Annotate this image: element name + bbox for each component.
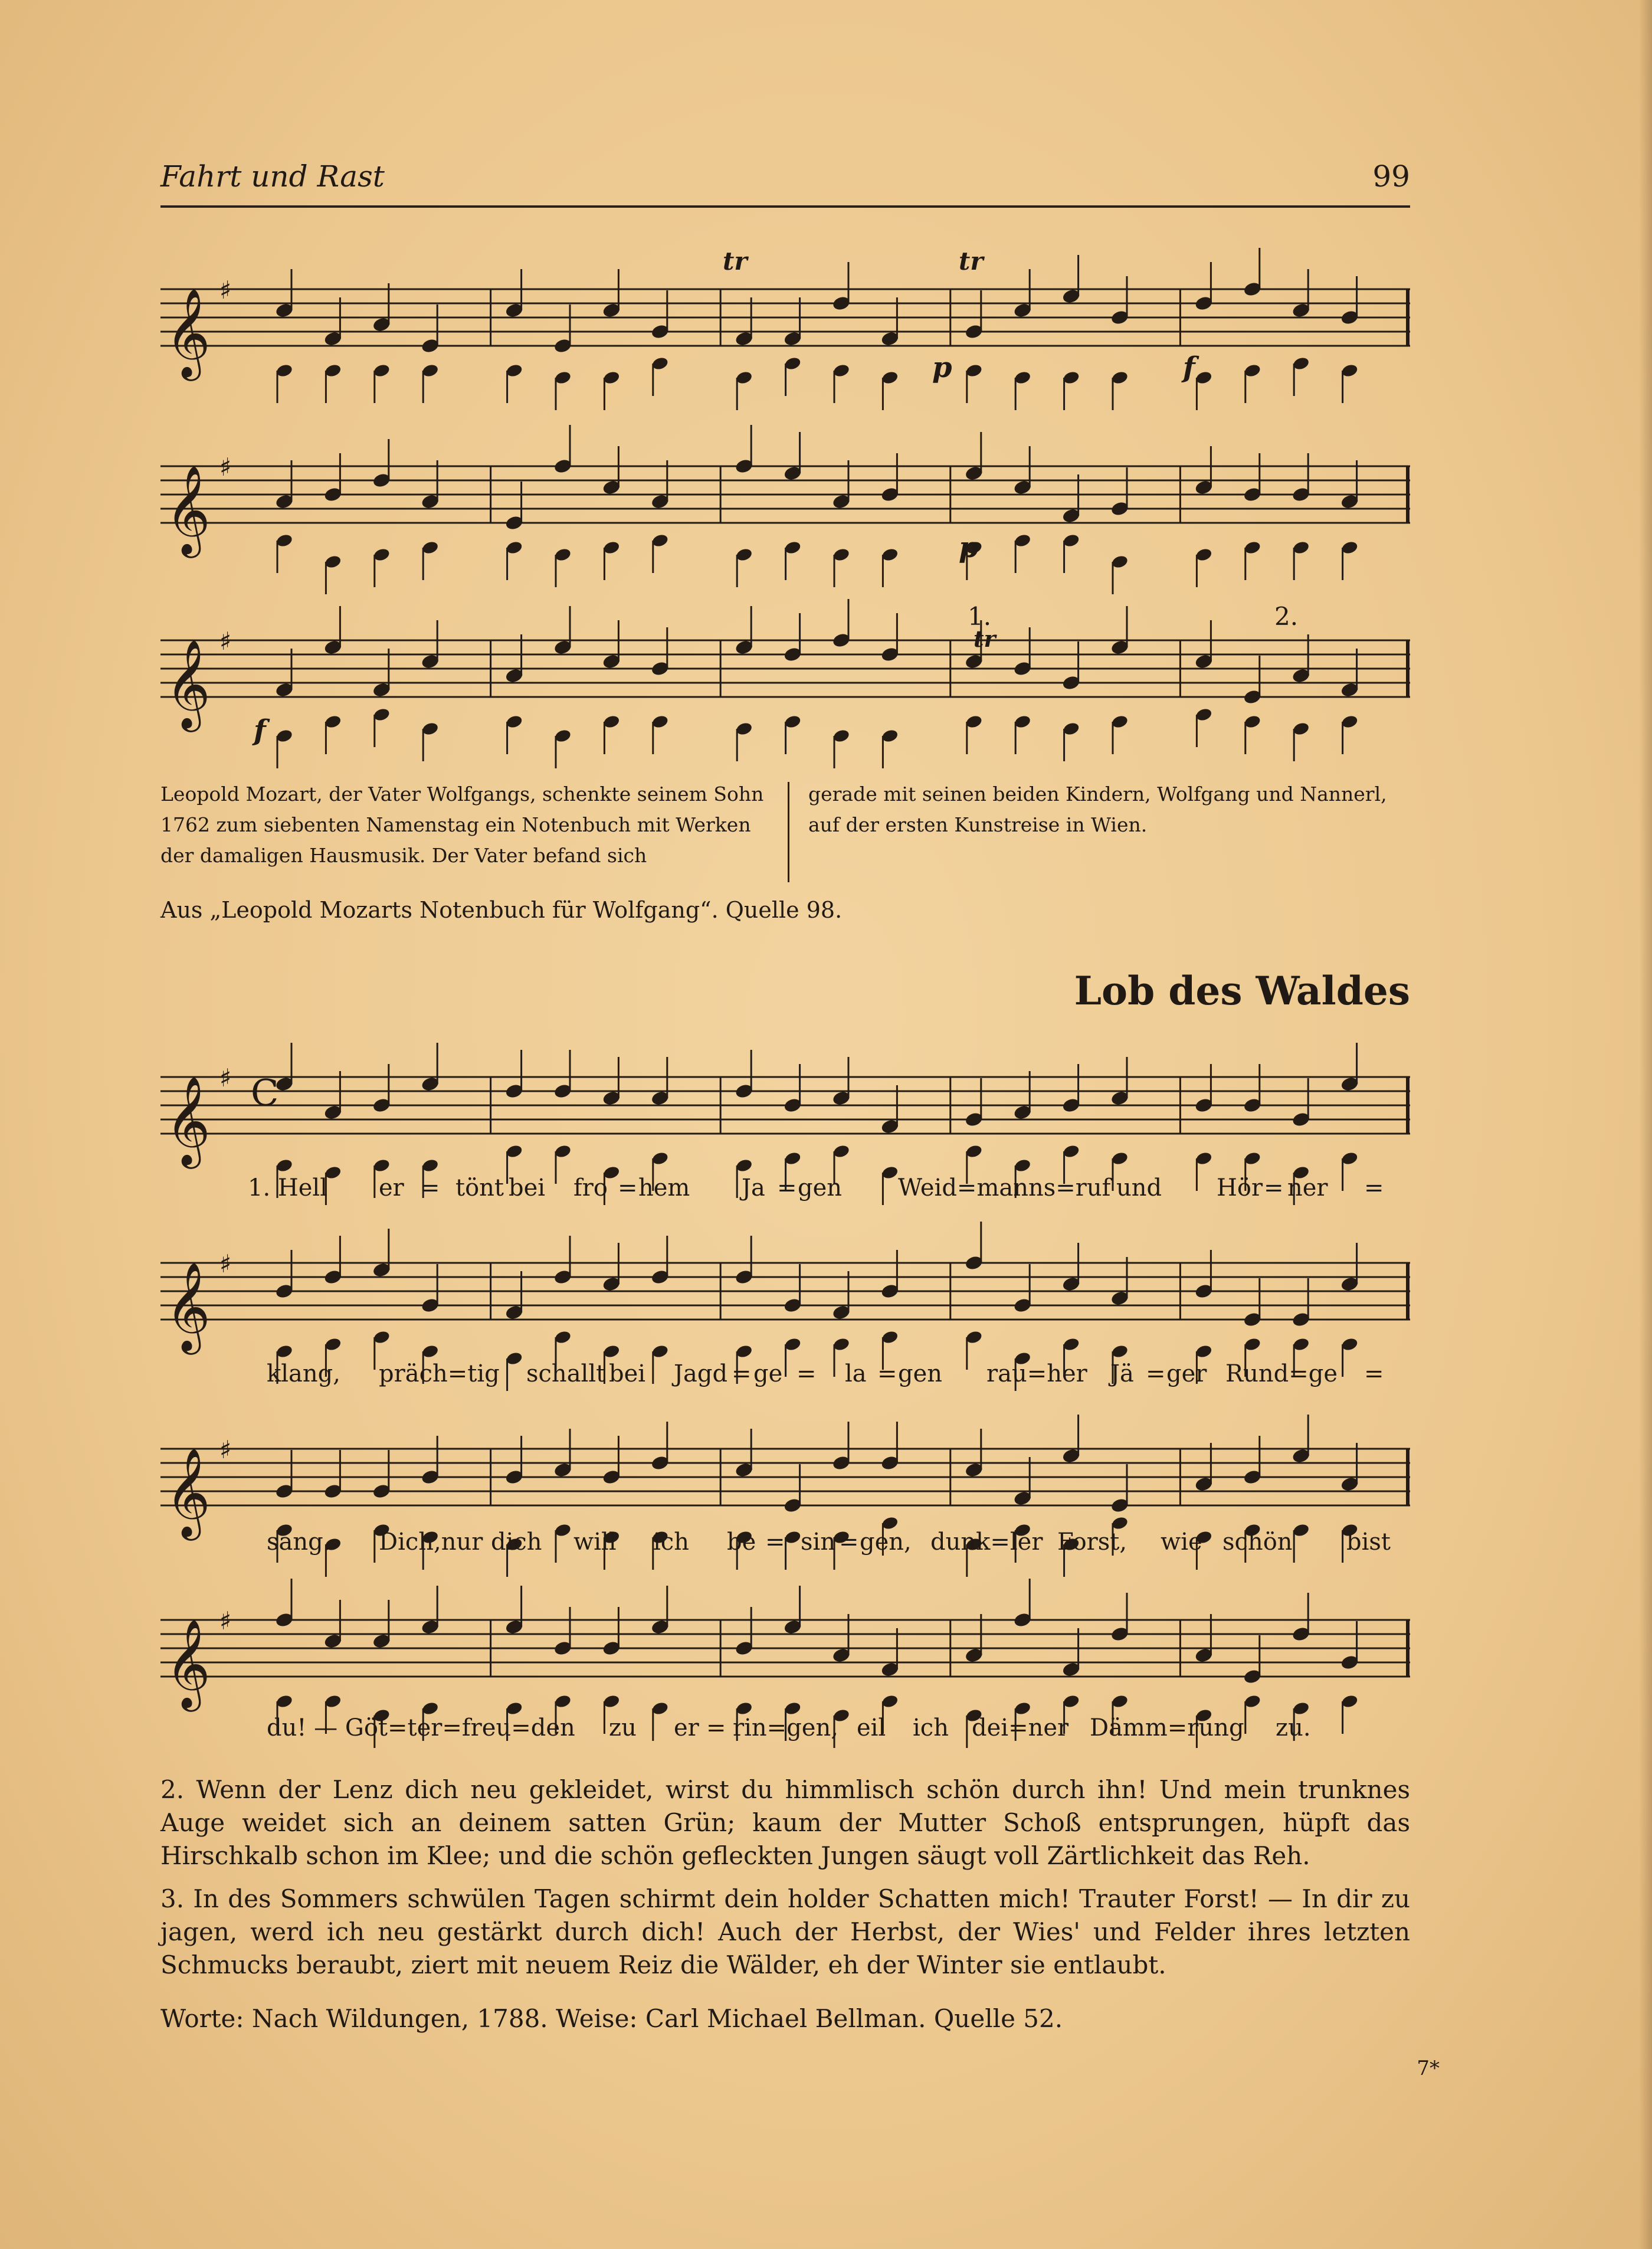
score1-staff-3: [160, 587, 1410, 776]
lyric-syllable: =: [420, 1174, 440, 1202]
lyric-syllable: ge: [753, 1360, 783, 1387]
song-title: Lob des Waldes: [1074, 968, 1410, 1014]
lyric-syllable: rau=her: [986, 1360, 1087, 1387]
page-edge-shadow: [1639, 0, 1652, 2249]
lyric-syllable: präch=tig: [379, 1360, 500, 1387]
lyric-syllable: =: [839, 1528, 859, 1556]
lyric-syllable: ich: [913, 1714, 949, 1741]
lyric-syllable: er: [379, 1174, 404, 1202]
treble-clef: 𝄞: [165, 287, 211, 377]
key-sharp: ♯: [219, 1606, 232, 1635]
treble-clef: 𝄞: [165, 1447, 211, 1537]
lyric-syllable: Forst,: [1057, 1528, 1127, 1556]
lyric-syllable: =: [877, 1360, 897, 1387]
lyric-syllable: Dich,nur: [379, 1528, 483, 1556]
score1-staff-2: [160, 413, 1410, 602]
lyric-syllable: =: [777, 1174, 797, 1202]
lyric-syllable: =: [1364, 1360, 1384, 1387]
lyric-syllable: Weid=manns=ruf: [898, 1174, 1111, 1202]
lyric-syllable: gen,: [860, 1528, 912, 1556]
score1-source: Aus „Leopold Mozarts Notenbuch für Wolfgang“. Quelle 98.: [160, 897, 843, 923]
trill-marking: tr: [974, 626, 996, 652]
lyric-syllable: dich: [491, 1528, 542, 1556]
lyric-syllable: zu.: [1276, 1714, 1311, 1741]
treble-clef: 𝄞: [165, 1075, 211, 1165]
lyric-syllable: fro: [573, 1174, 608, 1202]
dynamic-forte: f: [254, 714, 266, 747]
lyric-syllable: Jagd: [674, 1360, 728, 1387]
key-sharp: ♯: [219, 453, 232, 482]
lyric-syllable: ner: [1287, 1174, 1328, 1202]
key-sharp: ♯: [219, 1063, 232, 1092]
lyric-syllable: Hör: [1217, 1174, 1263, 1202]
note-divider: [788, 782, 789, 882]
signature-mark: 7*: [1417, 2057, 1440, 2080]
treble-clef: 𝄞: [165, 639, 211, 728]
lyric-syllable: dei=ner: [972, 1714, 1069, 1741]
dynamic-piano: p: [959, 531, 979, 564]
time-signature: C: [251, 1071, 279, 1114]
lyric-syllable: =: [1146, 1360, 1166, 1387]
lyric-syllable: klang,: [267, 1360, 340, 1387]
lyric-syllable: sang.: [267, 1528, 331, 1556]
lyric-syllable: rin=gen,: [733, 1714, 838, 1741]
mozart-note-left: Leopold Mozart, der Vater Wolfgangs, schenkte seinem Sohn 1762 zum siebenten Namenstag ein Notenbuch mit Werken der damaligen Hausmusik. Der Vater befand sich: [160, 783, 764, 867]
lyric-syllable: be: [727, 1528, 756, 1556]
lyric-line-3: [160, 1528, 1410, 1564]
lyric-syllable: eil: [857, 1714, 886, 1741]
lyric-line-2: [160, 1360, 1410, 1396]
lyric-syllable: tönt: [455, 1174, 504, 1202]
score1-staff-1: [160, 236, 1410, 425]
lyric-syllable: =: [1364, 1174, 1384, 1202]
key-sharp: ♯: [219, 627, 232, 656]
lyric-syllable: ger: [1166, 1360, 1207, 1387]
lyric-syllable: gen: [798, 1174, 843, 1202]
lyric-syllable: 1. Hell: [248, 1174, 328, 1202]
treble-clef: 𝄞: [165, 464, 211, 554]
mozart-note-right: gerade mit seinen beiden Kindern, Wolfgang und Nannerl, auf der ersten Kunstreise in Wien.: [808, 783, 1387, 836]
lyric-syllable: hem: [638, 1174, 690, 1202]
lyric-syllable: Ja: [742, 1174, 765, 1202]
lyric-syllable: wie: [1161, 1528, 1202, 1556]
lyric-syllable: =: [796, 1360, 817, 1387]
running-header: Fahrt und Rast: [160, 159, 385, 194]
lyric-line-1: [160, 1174, 1410, 1210]
key-sharp: ♯: [219, 1249, 232, 1278]
dynamic-forte: f: [1183, 351, 1195, 384]
lyric-syllable: la: [845, 1360, 867, 1387]
key-sharp: ♯: [219, 276, 232, 305]
lyric-syllable: du! — Göt=ter=freu=den: [267, 1714, 575, 1741]
lyric-syllable: Dämm=rung: [1090, 1714, 1244, 1741]
lyric-syllable: Jä: [1110, 1360, 1134, 1387]
lyric-syllable: dunk=ler: [930, 1528, 1043, 1556]
lyric-syllable: schön: [1222, 1528, 1293, 1556]
verse-3: 3. In des Sommers schwülen Tagen schirmt dein holder Schatten mich! Trauter Forst! — In dir zu jagen, werd ich neu gestärkt durch dich! Auch der Herbst, der Wies' und Felder ihres letzten Schmucks beraubt, ziert mit neuem Reiz die Wälder, eh der Winter sie entlaubt.: [160, 1884, 1410, 1979]
dynamic-piano: p: [932, 351, 952, 384]
volta-2-label: 2.: [1274, 602, 1299, 631]
lyric-syllable: =: [706, 1714, 726, 1741]
lyric-syllable: bei: [609, 1360, 646, 1387]
trill-marking: tr: [959, 247, 984, 276]
lyric-syllable: =: [732, 1360, 752, 1387]
lyric-syllable: will: [573, 1528, 617, 1556]
lyric-syllable: =: [1264, 1174, 1284, 1202]
key-sharp: ♯: [219, 1435, 232, 1464]
lyric-syllable: ich: [653, 1528, 689, 1556]
lyric-syllable: gen: [898, 1360, 943, 1387]
lyric-syllable: =: [765, 1528, 785, 1556]
header-rule: [160, 205, 1410, 208]
lyric-line-4: [160, 1714, 1410, 1750]
treble-clef: 𝄞: [165, 1618, 211, 1708]
lyric-syllable: zu: [609, 1714, 637, 1741]
trill-marking: tr: [723, 247, 748, 276]
lyric-syllable: sin: [801, 1528, 836, 1556]
lyric-syllable: bei: [509, 1174, 546, 1202]
treble-clef: 𝄞: [165, 1261, 211, 1351]
page-number: 99: [1372, 159, 1410, 194]
lyric-syllable: schallt: [526, 1360, 606, 1387]
verse-2: 2. Wenn der Lenz dich neu gekleidet, wirst du himmlisch schön durch ihn! Und mein trunknes Auge weidet sich an deinem satten Grün; kaum der Mutter Schoß entsprungen, hüpft das Hirschkalb schon im Klee; und die schön gefleckten Jungen säugt voll Zärtlichkeit das Reh.: [160, 1775, 1410, 1870]
lyric-syllable: Rund=ge: [1225, 1360, 1338, 1387]
lyric-syllable: er: [674, 1714, 699, 1741]
song-credit: Worte: Nach Wildungen, 1788. Weise: Carl Michael Bellman. Quelle 52.: [160, 2004, 1063, 2033]
lyric-syllable: =: [618, 1174, 638, 1202]
lyric-syllable: bist: [1346, 1528, 1391, 1556]
volta-1-label: 1.: [968, 602, 992, 631]
lyric-syllable: und: [1116, 1174, 1162, 1202]
